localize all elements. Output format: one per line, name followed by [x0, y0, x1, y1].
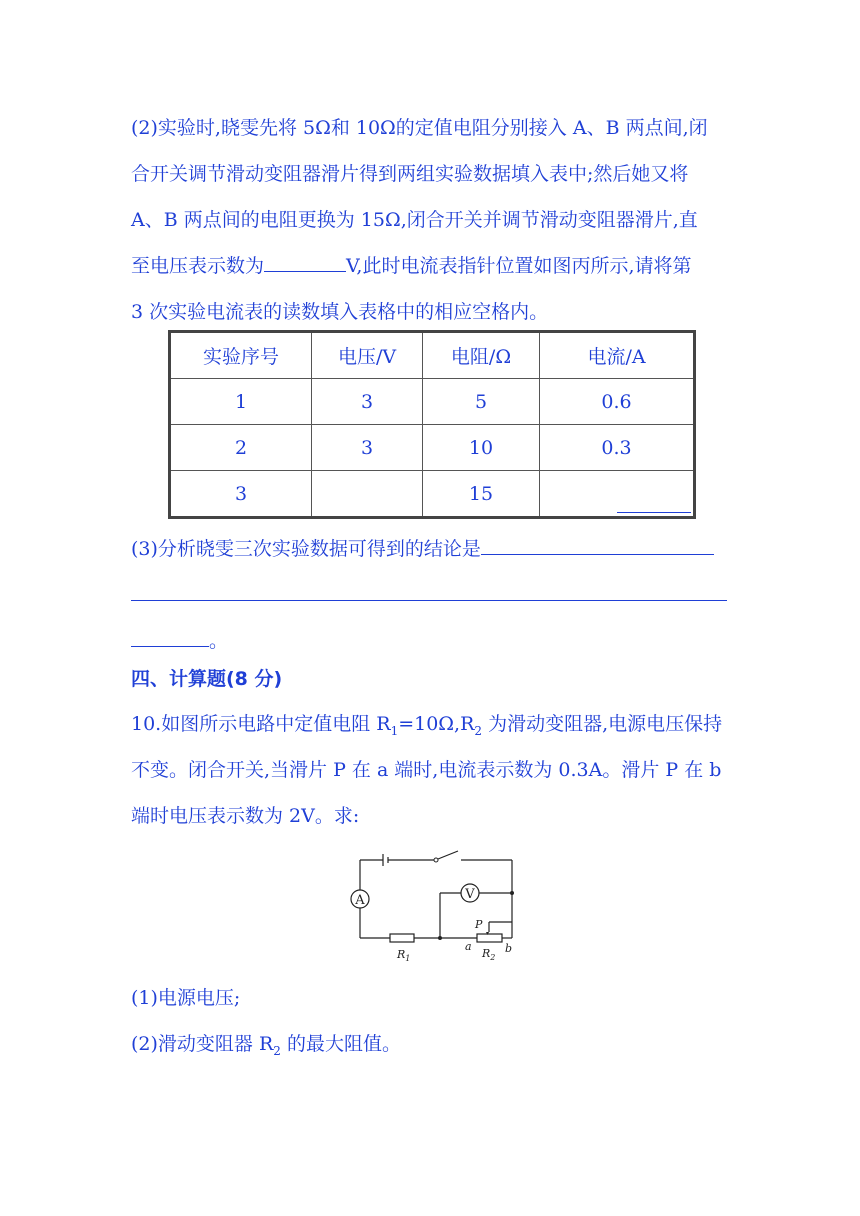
resistor-r1-icon [390, 934, 414, 963]
svg-text:A: A [355, 893, 365, 908]
voltage-answer-blank[interactable] [264, 251, 346, 272]
conclusion-blank-1[interactable] [481, 534, 714, 555]
q10-sub-2: (2)滑动变阻器 $R_2$ 的最大阻值。 [131, 1033, 401, 1058]
q10-line-2: 不变。闭合开关,当滑片 P 在 a 端时,电流表示数为 0.3A。滑片 P 在 b [131, 759, 722, 781]
circuit-diagram [345, 848, 525, 966]
table-row [170, 379, 695, 425]
ammeter-icon [351, 890, 369, 908]
table-cell: 0.3 [540, 425, 695, 471]
q2-line-4-end: V,此时电流表指针位置如图丙所示,请将第 [346, 255, 692, 277]
table-row [170, 425, 695, 471]
switch-icon [434, 858, 438, 862]
q3-period: 。 [209, 630, 229, 652]
svg-text:R1: $R_1$ [397, 948, 411, 963]
question-10 [131, 701, 731, 839]
table-header-row [170, 332, 695, 379]
table-cell: 1 [170, 379, 312, 425]
table-cell: 5 [423, 379, 540, 425]
svg-text:b: b [505, 942, 513, 955]
q2-line-4 [131, 243, 731, 289]
voltmeter-icon [461, 884, 479, 902]
conclusion-blank-2[interactable] [131, 580, 727, 601]
q10-line-1: 10.如图所示电路中定值电阻 $R_1=10\Omega,R_2$ 为滑动变阻器,电源电压保持 [131, 713, 723, 738]
svg-text:a: a [465, 940, 472, 953]
table-cell: 3 [312, 425, 423, 471]
table-cell: 3 [312, 379, 423, 425]
table-cell[interactable] [312, 471, 423, 518]
svg-text:R2: $R_2$ [482, 947, 496, 962]
q2-line-1: (2)实验时,晓雯先将 5Ω和 10Ω的定值电阻分别接入 A、B 两点间,闭 [131, 117, 708, 139]
table-cell: 2 [170, 425, 312, 471]
current-answer-cell[interactable] [540, 471, 695, 518]
q3-line-1 [131, 526, 731, 572]
table-row [170, 471, 695, 518]
q2-line-4-start: 至电压表示数为 [131, 255, 265, 277]
q10-line-3: 端时电压表示数为 2V。求: [131, 805, 360, 827]
q2-line-2: 合开关调节滑动变阻器滑片得到两组实验数据填入表中;然后她又将 [131, 163, 689, 185]
junction-dot [510, 891, 514, 895]
question-10-subparts [131, 975, 731, 1067]
question-3 [131, 526, 731, 664]
header-cell: 实验序号 [170, 332, 312, 379]
svg-text:P: P [475, 918, 483, 931]
q3-line-2 [131, 572, 731, 618]
data-table [168, 330, 696, 519]
table-cell: 0.6 [540, 379, 695, 425]
q3-prompt: (3)分析晓雯三次实验数据可得到的结论是 [131, 538, 481, 560]
q3-line-3 [131, 618, 731, 664]
svg-text:V: V [465, 887, 475, 902]
conclusion-blank-3[interactable] [131, 626, 209, 647]
section-heading: 四、计算题(8 分) [131, 668, 283, 690]
q2-line-3: A、B 两点间的电阻更换为 15Ω,闭合开关并调节滑动变阻器滑片,直 [131, 209, 698, 231]
q10-sub-1: (1)电源电压; [131, 987, 241, 1009]
current-answer-blank[interactable] [617, 512, 691, 513]
table-cell: 15 [423, 471, 540, 518]
junction-dot [438, 936, 442, 940]
table-cell: 3 [170, 471, 312, 518]
header-cell: 电阻/Ω [423, 332, 540, 379]
header-cell: 电压/V [312, 332, 423, 379]
question-2 [131, 105, 731, 335]
header-cell: 电流/A [540, 332, 695, 379]
table-cell: 10 [423, 425, 540, 471]
q2-line-5: 3 次实验电流表的读数填入表格中的相应空格内。 [131, 301, 549, 323]
